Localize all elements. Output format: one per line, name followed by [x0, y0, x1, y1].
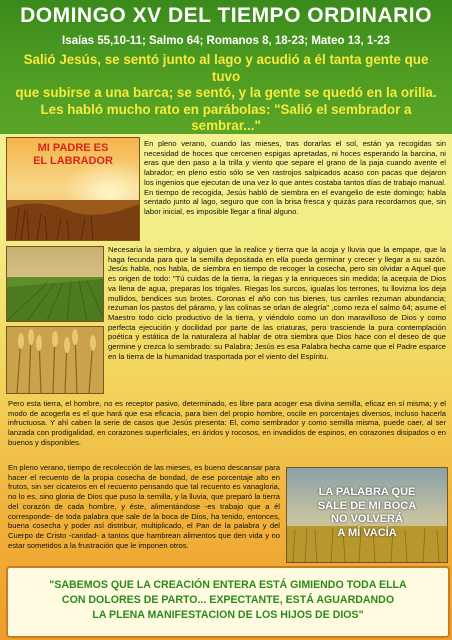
paragraph-3: Pero esta tierra, el hombre, no es receptor pasivo, determinado, es libre para acoger esa divina semilla, eficaz en sí misma; y el modo de acogerla es el que hará que esa eficacia, para bien del propio hombre, oscile en porcentajes diversos, incluso hacerla infructuosa. Y ahí caben la serie de casos que Jesús presenta: El, como sembrador y como semilla misma, puede caer, al ser lanzada con prodigalidad, en corazones superficiales, en áridos y rocosos, en invadidos de espinos, en corazones disipados o en buenos y disponibles. [8, 399, 446, 447]
wheat-illustration [7, 327, 103, 393]
paragraph-1: En pleno verano, cuando las mieses, tras dorarlas el sol, están ya recogidas sin necesidad de hoces que cercenen espigas apretadas, ni hoces esperando la barcina, ni eras que den paso a la trilla y viento que separe el grano de la paja cuando avente el labrador; en pleno estío sólo se ven rastrojos salpicados acaso con pacas que dejaron los ingenios que ejecutan de una vez lo que antes costaba tantos días de trabajo manual. En tiempo de recogida, Jesús habló de siembra en el evangelio de este domingo; habla sentado junto al lago, seguro que con la brisa fresca y quizás para recordarnos que, sin labor inicial, es imposible llegar a final alguno. [144, 139, 446, 216]
paragraph-2: Necesaria la siembra, y alguien que la realice y tierra que la acoja y lluvia que la empape, que la haga fecunda para que la semilla depositada en ella pueda germinar y crecer y llegar a su sazón. Jesús habla, nos habla, de siembra en tiempo de recoger la cosecha, pero sin olvidar a Aquel que es origen de todo: "Tú cuidas de la tierra, la riegas y la enriqueces sin medida; la acequia de Dios va llena de agua, preparas los trigales. Riegas los surcos, igualas los terrones, tu llovizna los deja mullidos, bendices sus brotes. Coronas el año con tus bienes, tus carriles rezuman abundancia; rezuman los pastos del páramo, y las colinas se orlan de alegría" ,como reza el salmo 64; asume el Maestro todo ciclo productivo de la tierra, y viéndolo como un don maravilloso de Dios y como perfecta ejecución y docilidad por parte de las criaturas, pero trasciende la pura contemplación poética y estática de la naturaleza al hablar de otra siembra que Dios hace con el deseo de que germine y crezca lo sembrado: su Palabra; Jesús es esa Palabra hecha carne que el Padre esparce en la tierra de la humanidad trasportada por el viento del Espíritu. [108, 245, 446, 361]
image-caption [7, 142, 139, 168]
image-caption [287, 486, 447, 540]
image-caption-line: NO VOLVERÁ [331, 513, 403, 525]
image-caption-line: A MÍ VACÍA [337, 526, 397, 539]
image-caption-line: LA PALABRA QUE [318, 486, 416, 498]
image-caption-line: MI PADRE ES [37, 142, 109, 154]
gospel-quote-line: Les habló mucho rato en parábolas: "Salió el sembrador a sembrar..." [40, 101, 412, 133]
footer-line: CON DOLORES DE PARTO... EXPECTANTE, ESTÁ AGUARDANDO [61, 594, 395, 606]
image-caption-line: SALE DE MI BOCA [317, 499, 417, 512]
scripture-references: Isaías 55,10-11; Salmo 64; Romanos 8, 18-23; Mateo 13, 1-23 [62, 35, 390, 47]
sunset-field-image [6, 137, 140, 241]
green-field-image [6, 246, 104, 322]
image-caption-line: EL LABRADOR [33, 155, 113, 167]
green-field-illustration [7, 247, 103, 321]
gospel-quote [10, 52, 442, 135]
header-banner [0, 0, 452, 134]
page-title: DOMINGO XV DEL TIEMPO ORDINARIO [20, 4, 432, 27]
gospel-quote-line: que subirse a una barca; se sentó, y la gente se quedó en la orilla. [15, 85, 437, 100]
wheat-field-image [286, 467, 448, 563]
paragraph-4: En pleno verano, tiempo de recolección de las mieses, es bueno descansar para hacer el recuento de la propia cosecha de bondad, de ese porcentaje alto en frutos, sin ser cicateros en el recuento pensando que tal recuento es vanagloria, no lo es, sino gloria de Dios que puso la semilla, y la lluvia, que preparó la tierra del corazón de cada hombre, y éste, alimentándose -es trabajo que a él corresponde- de toda palabra que sale de la boca de Dios, ha tenido, entonces, buena cosecha y poder así distribuir, multiplicado, el Pan de la palabra y del Cuerpo de Cristo -caridad- a tantos que hambrean alimentos que den vida y no estar sometidos a la frustración que le imponen otros. [8, 463, 280, 550]
footer-quote-box [6, 566, 450, 638]
footer-line: LA PLENA MANIFESTACION DE LOS HIJOS DE DIOS" [92, 609, 364, 621]
gospel-quote-line: Salió Jesús, se sentó junto al lago y acudió a él tanta gente que tuvo [23, 52, 429, 84]
footer-line: "SABEMOS QUE LA CREACIÓN ENTERA ESTÁ GIMIENDO TODA ELLA [49, 579, 407, 591]
wheat-image [6, 326, 104, 394]
